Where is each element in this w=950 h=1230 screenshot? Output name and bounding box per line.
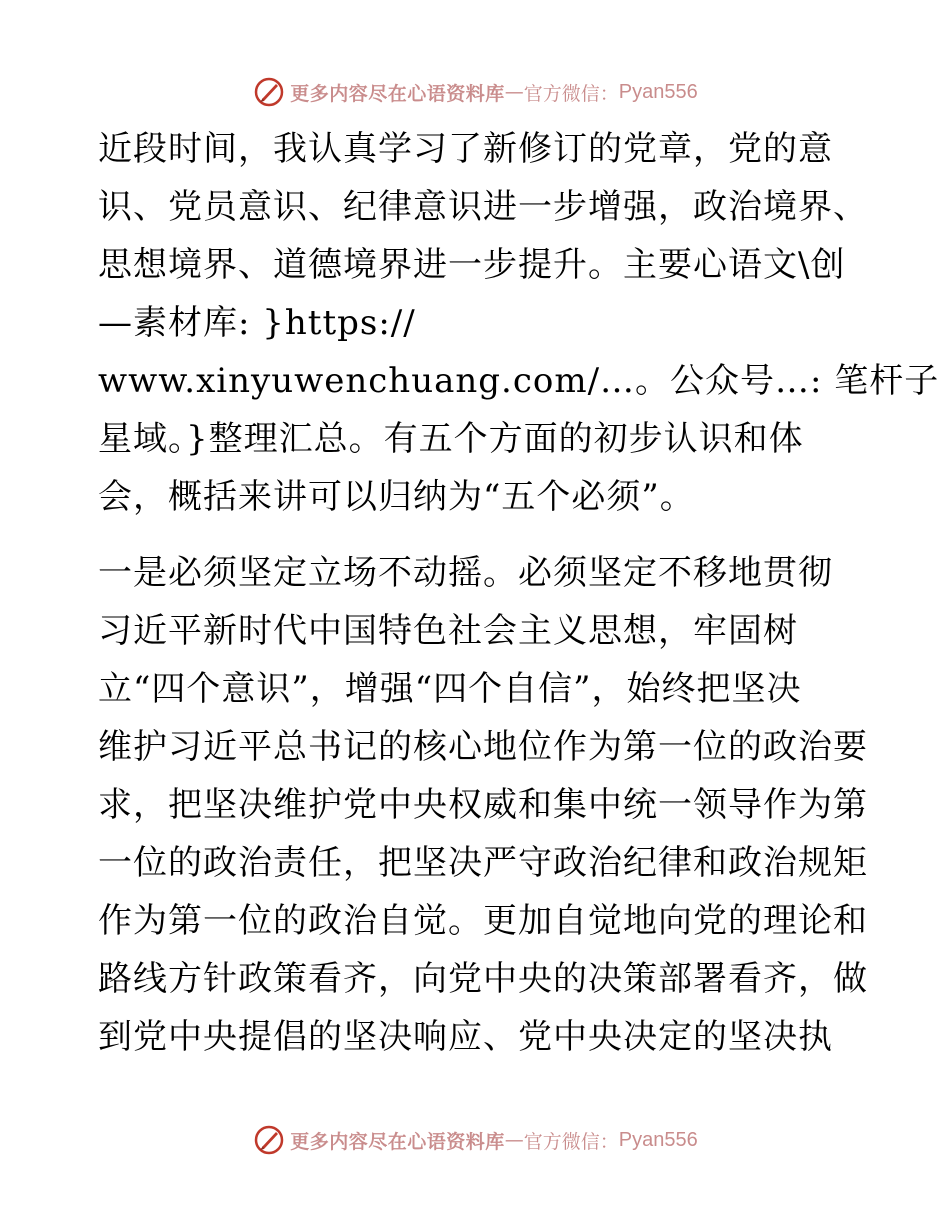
quill-logo-icon xyxy=(252,1123,286,1157)
text-line: 路线方针政策看齐，向党中央的决策部署看齐，做 xyxy=(98,959,868,999)
banner-wechat-label: 官方微信： xyxy=(523,82,619,105)
paragraph-point-one xyxy=(98,544,868,1066)
banner-dash: — xyxy=(504,1129,524,1151)
text-line: —素材库: }https:// xyxy=(98,303,416,343)
banner-slogan: 更多内容尽在心语资料库 xyxy=(290,1130,505,1153)
text-line: 会，概括来讲可以归纳为“五个必须”。 xyxy=(98,477,695,517)
quill-logo-icon xyxy=(252,75,286,109)
text-line: 识、党员意识、纪律意识进一步增强，政治境界、 xyxy=(98,187,868,227)
banner-dash: — xyxy=(504,81,524,103)
text-line: 立“四个意识”，增强“四个自信”，始终把坚决 xyxy=(98,669,802,709)
text-line: 作为第一位的政治自觉。更加自觉地向党的理论和 xyxy=(98,901,868,941)
text-line: 维护习近平总书记的核心地位作为第一位的政治要 xyxy=(98,727,868,767)
text-line: 求，把坚决维护党中央权威和集中统一领导作为第 xyxy=(98,785,868,825)
banner-wechat-label: 官方微信： xyxy=(523,1130,619,1153)
text-line: 思想境界、道德境界进一步提升。主要心语文\创 xyxy=(98,245,846,285)
text-line: 到党中央提倡的坚决响应、党中央决定的坚决执 xyxy=(98,1017,833,1057)
footer-banner xyxy=(0,1120,950,1160)
text-line: 近段时间，我认真学习了新修订的党章，党的意 xyxy=(98,129,833,169)
banner-slogan: 更多内容尽在心语资料库 xyxy=(290,82,505,105)
text-line: 星域。}整理汇总。有五个方面的初步认识和体 xyxy=(98,419,804,459)
text-line: 一是必须坚定立场不动摇。必须坚定不移地贯彻 xyxy=(98,553,833,593)
header-banner xyxy=(0,72,950,112)
document-body xyxy=(98,120,940,1066)
text-line: 一位的政治责任，把坚决严守政治纪律和政治规矩 xyxy=(98,843,868,883)
text-line: www.xinyuwenchuang.com/…。公众号…: 笔杆子 xyxy=(98,361,940,401)
paragraph-intro xyxy=(98,120,940,526)
banner-wechat-id: Pyan556 xyxy=(618,80,698,103)
text-line: 习近平新时代中国特色社会主义思想，牢固树 xyxy=(98,611,798,651)
banner-wechat-id: Pyan556 xyxy=(618,1128,698,1151)
